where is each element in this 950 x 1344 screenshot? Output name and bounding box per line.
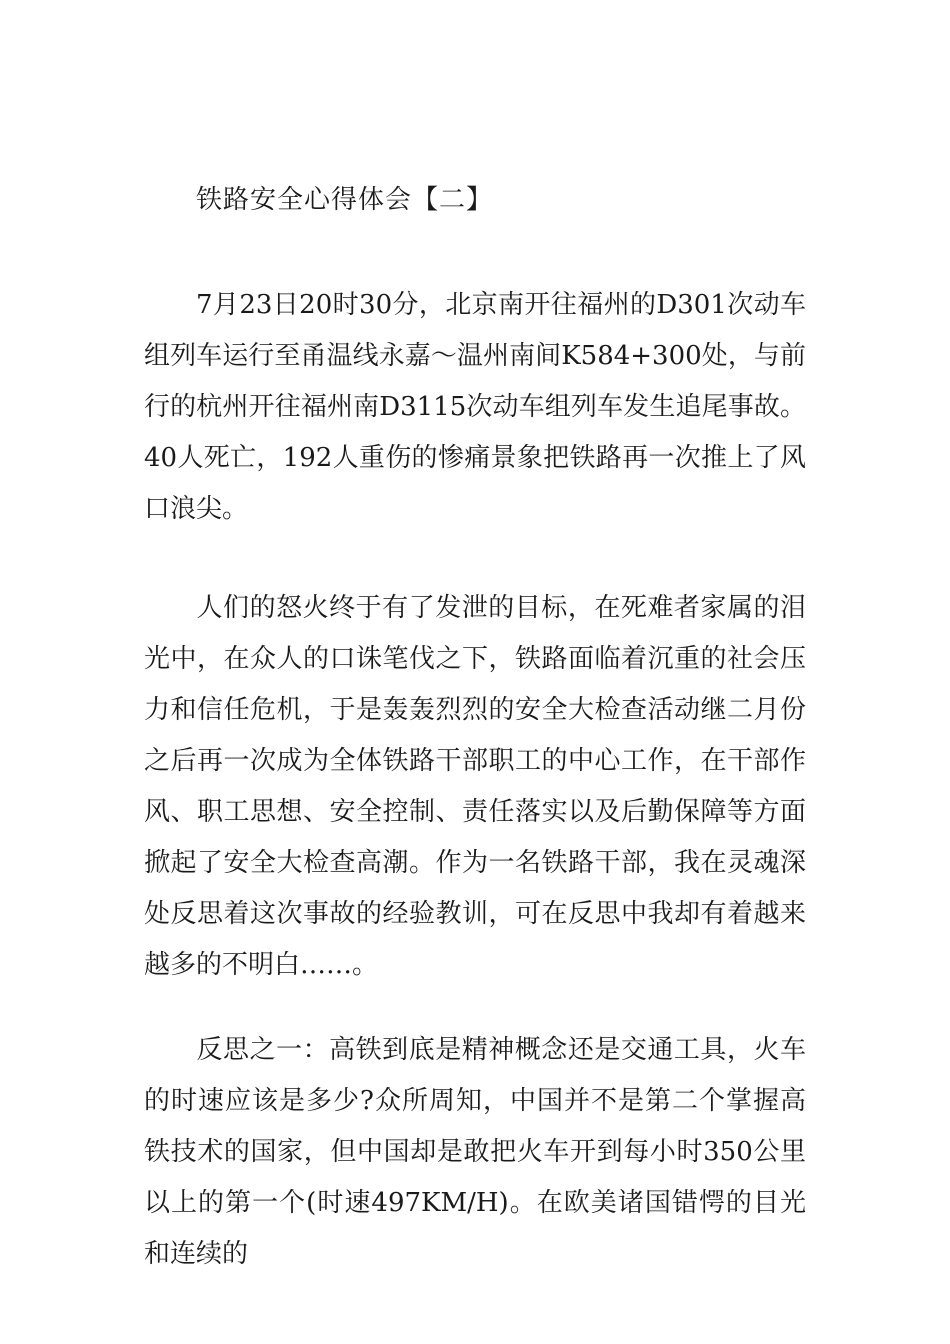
paragraph-reflection-one <box>144 1025 806 1280</box>
paragraph-text: 7月23日20时30分，北京南开往福州的D301次动车组列车运行至甬温线永嘉～温州南间K584+300处，与前行的杭州开往福州南D3115次动车组列车发生追尾事故。40人死亡，192人重伤的惨痛景象把铁路再一次推上了风口浪尖。 <box>144 290 806 524</box>
paragraph-public-reaction <box>144 583 806 991</box>
document-title: 铁路安全心得体会【二】 <box>196 185 494 215</box>
paragraph-accident-report <box>144 280 806 535</box>
paragraph-text: 人们的怒火终于有了发泄的目标，在死难者家属的泪光中，在众人的口诛笔伐之下，铁路面临着沉重的社会压力和信任危机，于是轰轰烈烈的安全大检查活动继二月份之后再一次成为全体铁路干部职工的中心工作，在干部作风、职工思想、安全控制、责任落实以及后勤保障等方面掀起了安全大检查高潮。作为一名铁路干部，我在灵魂深处反思着这次事故的经验教训，可在反思中我却有着越来越多的不明白……。 <box>144 593 806 980</box>
paragraph-text: 反思之一：高铁到底是精神概念还是交通工具，火车的时速应该是多少?众所周知，中国并不是第二个掌握高铁技术的国家，但中国却是敢把火车开到每小时350公里以上的第一个(时速497KM/H)。在欧美诸国错愕的目光和连续的 <box>144 1035 806 1269</box>
